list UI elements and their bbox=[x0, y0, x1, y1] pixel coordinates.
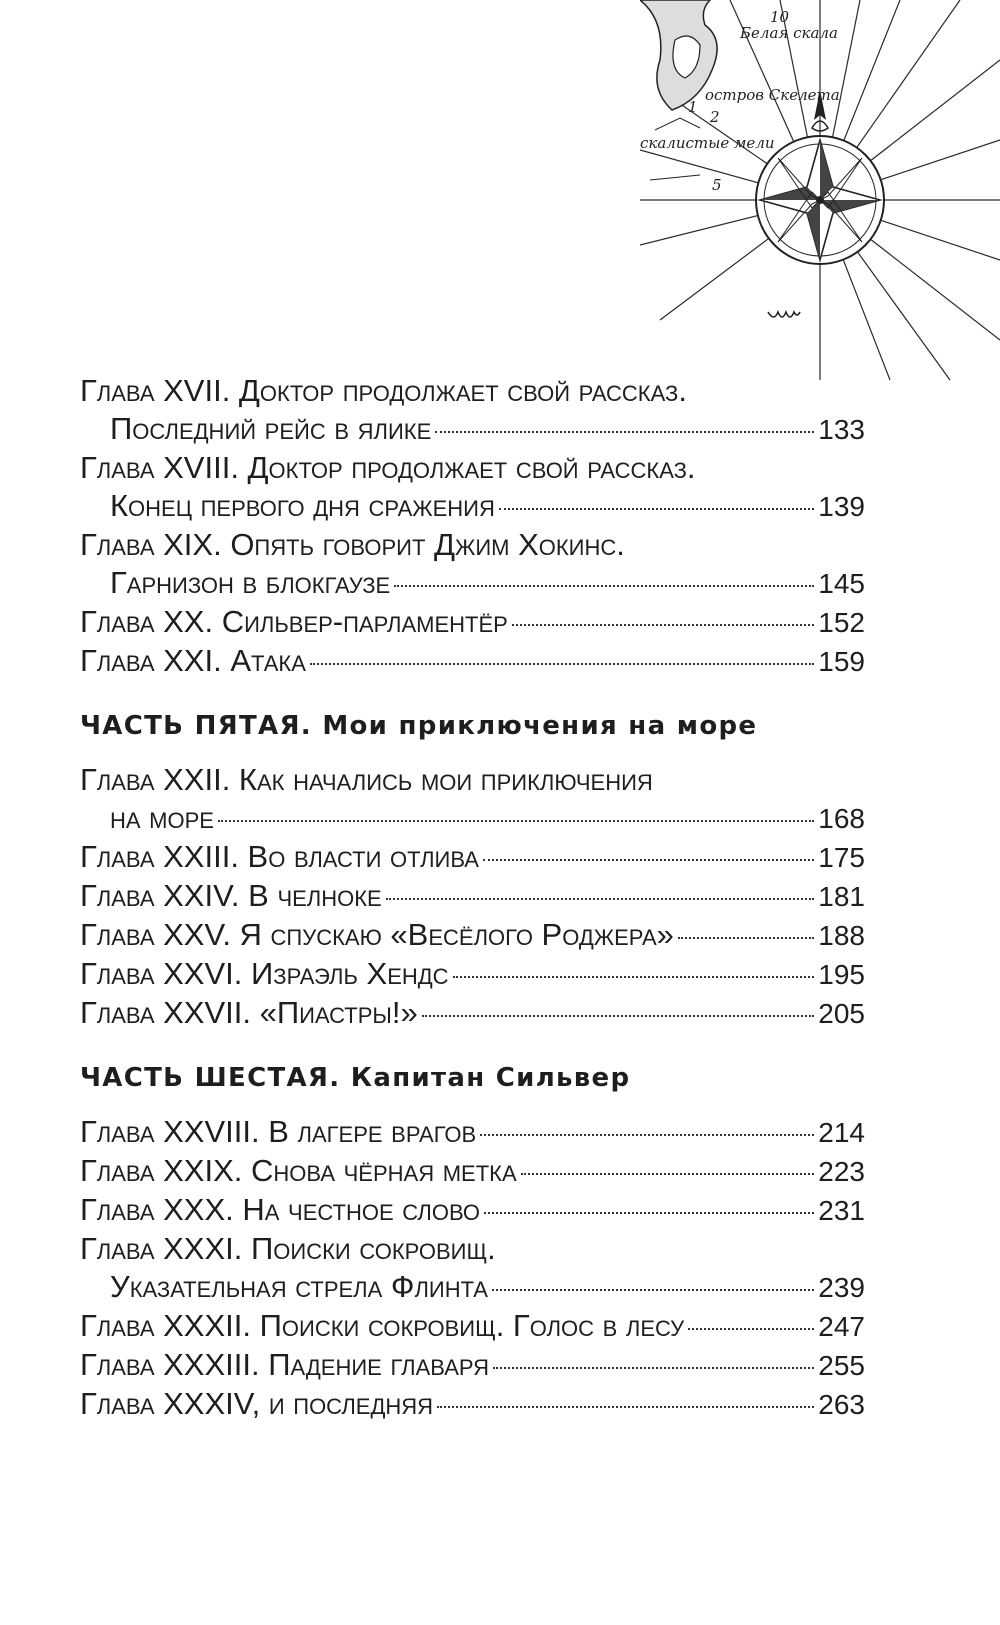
toc-entry-xxv bbox=[80, 916, 865, 955]
toc-entry-xxiii bbox=[80, 838, 865, 877]
map-label-white-rock: Белая скала bbox=[740, 24, 838, 42]
dot-leader bbox=[386, 897, 815, 900]
page-number: 181 bbox=[818, 881, 865, 912]
chapter-title: Глава XXXIV, и последняя bbox=[80, 1386, 434, 1421]
part-label: ЧАСТЬ ПЯТАЯ. bbox=[80, 711, 312, 741]
chapter-title: Глава XXIX. Снова чёрная метка bbox=[80, 1153, 517, 1188]
dot-leader bbox=[484, 1211, 814, 1214]
map-label-shoals: скалистые мели bbox=[640, 134, 775, 152]
chapter-subtitle: Конец первого дня сражения bbox=[110, 488, 495, 523]
part-five-heading bbox=[80, 711, 865, 741]
toc-entry-xxvi bbox=[80, 955, 865, 994]
chapter-title: Глава XXIV. В челноке bbox=[80, 878, 382, 913]
dot-leader bbox=[499, 507, 814, 510]
chapter-title: Глава XXXIII. Падение главаря bbox=[80, 1347, 489, 1382]
page-number: 175 bbox=[818, 842, 865, 873]
toc-entry-xxx bbox=[80, 1191, 865, 1230]
chapter-title: Глава XIX. Опять говорит Джим Хокинс. bbox=[80, 527, 625, 562]
chapter-row bbox=[80, 1268, 865, 1307]
chapter-row bbox=[80, 564, 865, 603]
chapter-title: Глава XVIII. Доктор продолжает свой рассказ. bbox=[80, 450, 696, 485]
chapter-title: Глава XXXI. Поиски сокровищ. bbox=[80, 1231, 496, 1266]
toc-entry-xxxiv bbox=[80, 1385, 865, 1424]
dot-leader bbox=[453, 975, 815, 978]
page-number: 188 bbox=[818, 920, 865, 951]
dot-leader bbox=[688, 1327, 814, 1330]
dot-leader bbox=[678, 936, 814, 939]
chapter-title: Глава XXII. Как начались мои приключения bbox=[80, 762, 653, 797]
toc-entry-xxi bbox=[80, 642, 865, 681]
chapter-row bbox=[80, 487, 865, 526]
map-label-number-10: 10 bbox=[770, 8, 790, 26]
chapter-subtitle: на море bbox=[110, 800, 214, 835]
page-number: 145 bbox=[818, 568, 865, 599]
part-name: Мои приключения на море bbox=[322, 711, 758, 741]
page-number: 239 bbox=[818, 1272, 865, 1303]
toc-entry-xix bbox=[80, 526, 865, 603]
page-number: 133 bbox=[818, 414, 865, 445]
page-number: 247 bbox=[818, 1311, 865, 1342]
chapter-title: Глава XXI. Атака bbox=[80, 643, 306, 678]
toc-entry-xxiv bbox=[80, 877, 865, 916]
chapter-title: Глава XXVII. «Пиастры!» bbox=[80, 995, 418, 1030]
page-number: 152 bbox=[818, 607, 865, 638]
dot-leader bbox=[437, 1405, 814, 1408]
toc-entry-xxvii bbox=[80, 994, 865, 1033]
chapter-title: Глава XVII. Доктор продолжает свой рассказ. bbox=[80, 373, 687, 408]
chapter-title: Глава XXV. Я спускаю «Весёлого Роджера» bbox=[80, 917, 674, 952]
dot-leader bbox=[218, 819, 814, 822]
chapter-row bbox=[80, 410, 865, 449]
page-number: 214 bbox=[818, 1117, 865, 1148]
dot-leader bbox=[483, 858, 814, 861]
page-number: 205 bbox=[818, 998, 865, 1029]
chapter-title: Глава XXIII. Во власти отлива bbox=[80, 839, 479, 874]
map-illustration bbox=[640, 0, 1000, 385]
toc-entry-xvii bbox=[80, 372, 865, 449]
page-number: 263 bbox=[818, 1389, 865, 1420]
dot-leader bbox=[512, 623, 814, 626]
dot-leader bbox=[422, 1014, 815, 1017]
chapter-title: Глава XXVI. Израэль Хендс bbox=[80, 956, 449, 991]
map-label-number-2: 2 bbox=[710, 108, 720, 126]
dot-leader bbox=[480, 1133, 814, 1136]
toc-entry-xxxi bbox=[80, 1230, 865, 1307]
page-number: 195 bbox=[818, 959, 865, 990]
page-number: 231 bbox=[818, 1195, 865, 1226]
chapter-title: Глава XX. Сильвер-парламентёр bbox=[80, 604, 508, 639]
handwritten-signature bbox=[768, 312, 800, 317]
map-label-number-5: 5 bbox=[712, 176, 722, 194]
toc-entry-xxxii bbox=[80, 1307, 865, 1346]
toc-entry-xxviii bbox=[80, 1113, 865, 1152]
chapter-subtitle: Гарнизон в блокгаузе bbox=[110, 565, 391, 600]
map-label-number-1: 1 bbox=[688, 98, 698, 116]
dot-leader bbox=[435, 430, 814, 433]
page-number: 159 bbox=[818, 646, 865, 677]
chapter-title: Глава XXXII. Поиски сокровищ. Голос в лесу bbox=[80, 1308, 685, 1343]
toc-entry-xxii bbox=[80, 761, 865, 838]
dot-leader bbox=[521, 1172, 815, 1175]
toc-entry-xx bbox=[80, 603, 865, 642]
page-number: 255 bbox=[818, 1350, 865, 1381]
dot-leader bbox=[493, 1366, 814, 1369]
page-number: 139 bbox=[818, 491, 865, 522]
chapter-row bbox=[80, 799, 865, 838]
toc-entry-xviii bbox=[80, 449, 865, 526]
toc-entry-xxxiii bbox=[80, 1346, 865, 1385]
part-name: Капитан Сильвер bbox=[350, 1063, 631, 1093]
part-six-heading bbox=[80, 1063, 865, 1093]
map-label-skeleton-island: остров Скелета bbox=[705, 86, 840, 104]
toc-entry-xxix bbox=[80, 1152, 865, 1191]
page-number: 223 bbox=[818, 1156, 865, 1187]
chapter-title: Глава XXX. На честное слово bbox=[80, 1192, 481, 1227]
dot-leader bbox=[492, 1288, 814, 1291]
dot-leader bbox=[310, 662, 814, 665]
chapter-subtitle: Указательная стрела Флинта bbox=[110, 1269, 488, 1304]
page-number: 168 bbox=[818, 803, 865, 834]
chapter-subtitle: Последний рейс в ялике bbox=[110, 411, 432, 446]
table-of-contents bbox=[80, 372, 865, 1424]
part-label: ЧАСТЬ ШЕСТАЯ. bbox=[80, 1063, 341, 1093]
dot-leader bbox=[394, 584, 814, 587]
chapter-title: Глава XXVIII. В лагере врагов bbox=[80, 1114, 477, 1149]
